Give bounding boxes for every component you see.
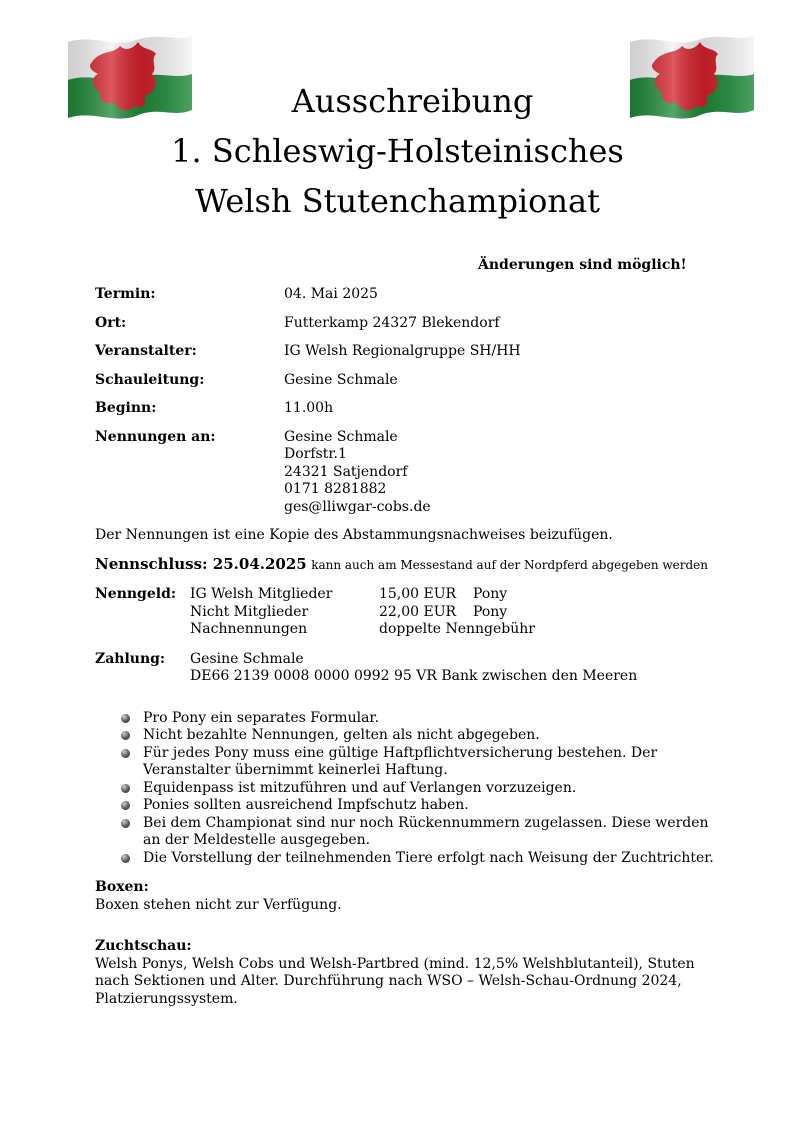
detail-value: IG Welsh Regionalgruppe SH/HH [284, 343, 521, 359]
payment-iban: DE66 2139 0008 0000 0992 95 VR Bank zwischen den Meeren [190, 668, 638, 684]
fees-table [190, 586, 535, 639]
fee-unit: Pony [473, 603, 508, 620]
address-line: Gesine Schmale [284, 428, 398, 445]
bullet-icon [121, 801, 130, 810]
boxes-section [95, 879, 715, 914]
bullet-icon [121, 731, 130, 740]
fee-row [190, 621, 535, 639]
entries-label: Nennungen an: [95, 428, 216, 445]
show-section [95, 938, 715, 1008]
address-line: Dorfstr.1 [284, 446, 347, 462]
document-body [95, 286, 715, 1032]
payment-info [190, 651, 637, 686]
boxes-text: Boxen stehen nicht zur Verfügung. [95, 896, 342, 913]
detail-label: Schauleitung: [95, 371, 205, 388]
bullet-icon [121, 819, 130, 828]
fee-group: Nicht Mitglieder [190, 603, 309, 620]
detail-row-date [95, 286, 715, 304]
payment-label: Zahlung: [95, 650, 166, 667]
detail-row-start [95, 400, 715, 418]
fees-label: Nenngeld: [95, 586, 177, 602]
title-line-2: 1. Schleswig-Holsteinisches [171, 132, 624, 170]
fee-amount: 15,00 EUR [379, 586, 457, 602]
list-item: Equidenpass ist mitzuführen und auf Verlangen vorzuzeigen. [95, 780, 715, 798]
title-line-3: Welsh Stutenchampionat [195, 182, 600, 220]
address-phone: 0171 8281882 [284, 481, 387, 497]
payment-name: Gesine Schmale [190, 650, 304, 667]
entry-deadline [95, 556, 715, 575]
fee-amount: doppelte Nenngebühr [379, 621, 535, 637]
detail-value: 11.00h [284, 400, 334, 416]
address-email: ges@lliwgar-cobs.de [284, 498, 431, 515]
bullet-icon [121, 749, 130, 758]
fee-group: IG Welsh Mitglieder [190, 586, 333, 602]
payment-details [95, 651, 715, 686]
copy-note: Der Nennungen ist eine Kopie des Abstammungsnachweises beizufügen. [95, 527, 613, 543]
entries-address-row [95, 429, 715, 517]
title-line-1: Ausschreibung [291, 82, 534, 120]
deadline-label: Nennschluss: 25.04.2025 [95, 554, 307, 573]
detail-value: 04. Mai 2025 [284, 286, 378, 302]
show-title: Zuchtschau: [95, 938, 192, 954]
detail-value: Futterkamp 24327 Blekendorf [284, 314, 500, 331]
list-item: Die Vorstellung der teilnehmenden Tiere erfolgt nach Weisung der Zuchtrichter. [95, 850, 715, 868]
fee-group: Nachnennungen [190, 621, 308, 637]
detail-row-organizer [95, 343, 715, 361]
show-text: Welsh Ponys, Welsh Cobs und Welsh-Partbred (mind. 12,5% Welshblutanteil), Stuten nach Sektionen und Alter. Durchführung nach WSO – Welsh-Schau-Ordnung 2024, Platzierungssystem. [95, 955, 695, 1007]
detail-label: Termin: [95, 286, 156, 302]
entry-fees [95, 586, 715, 639]
detail-label: Beginn: [95, 400, 157, 416]
fee-row [190, 604, 535, 622]
list-item: Pro Pony ein separates Formular. [95, 710, 715, 728]
deadline-note: kann auch am Messestand auf der Nordpferd abgegeben werden [311, 557, 708, 572]
detail-value: Gesine Schmale [284, 371, 398, 388]
boxes-title: Boxen: [95, 879, 149, 895]
address-line: 24321 Satjendorf [284, 463, 408, 480]
bullet-icon [121, 784, 130, 793]
list-item: Nicht bezahlte Nennungen, gelten als nicht abgegeben. [95, 727, 715, 745]
list-item: Ponies sollten ausreichend Impfschutz haben. [95, 797, 715, 815]
page-title [0, 76, 795, 226]
fee-row [190, 586, 535, 604]
list-item: Bei dem Championat sind nur noch Rückennummern zugelassen. Diese werden an der Meldestelle ausgegeben. [95, 815, 715, 850]
detail-label: Ort: [95, 314, 127, 331]
fee-amount: 22,00 EUR [379, 603, 457, 620]
bullet-icon [121, 714, 130, 723]
detail-label: Veranstalter: [95, 343, 197, 359]
rules-list [95, 710, 715, 868]
bullet-icon [121, 854, 130, 863]
entries-address [284, 429, 715, 517]
detail-row-show-management [95, 372, 715, 390]
changes-note: Änderungen sind möglich! [478, 257, 687, 273]
fee-unit: Pony [473, 586, 508, 602]
detail-row-location [95, 315, 715, 333]
list-item: Für jedes Pony muss eine gültige Haftpflichtversicherung bestehen. Der Veranstalter übernimmt keinerlei Haftung. [95, 745, 715, 780]
